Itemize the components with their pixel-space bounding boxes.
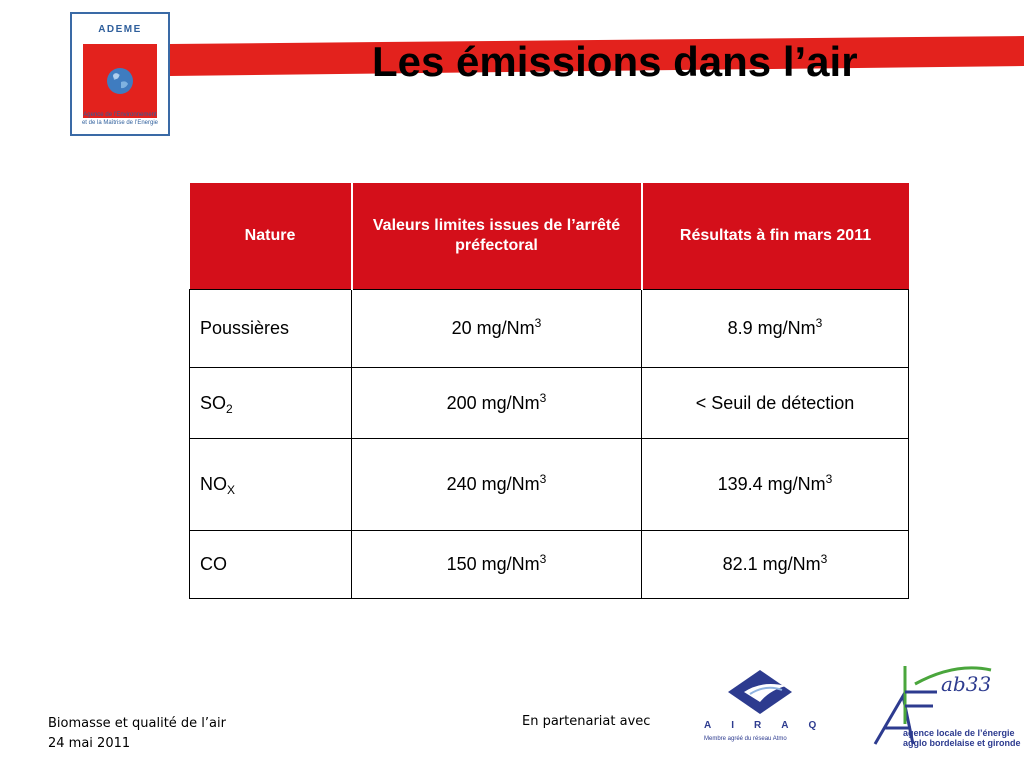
limit-text: 200 mg/Nm xyxy=(446,392,540,413)
result-superscript: 3 xyxy=(815,316,823,330)
footer-line1: Biomasse et qualité de l’air xyxy=(48,716,226,731)
limit-text: 150 mg/Nm xyxy=(446,554,540,574)
limit-superscript: 3 xyxy=(539,472,547,486)
limit-superscript: 3 xyxy=(534,316,542,330)
nature-text: NO xyxy=(200,474,227,494)
ademe-tagline xyxy=(74,111,166,127)
aleab-text xyxy=(903,728,1021,748)
table-row xyxy=(190,439,909,531)
partner-label: En partenariat avec xyxy=(522,714,651,729)
airaq-letters: AIRAQ xyxy=(704,720,837,731)
result-superscript: 3 xyxy=(820,552,828,566)
limit-superscript: 3 xyxy=(539,390,547,405)
nature-text: SO xyxy=(200,392,227,413)
airaq-bird-icon xyxy=(700,662,840,722)
result-text: 82.1 mg/Nm xyxy=(722,554,821,574)
table-row xyxy=(190,290,909,368)
ademe-logo xyxy=(70,12,170,136)
limit-text: 240 mg/Nm xyxy=(446,474,540,494)
aleab-logo xyxy=(855,662,1021,762)
cell-result xyxy=(642,531,909,599)
header-limits: Valeurs limites issues de l’arrêté préfectoral xyxy=(352,183,642,290)
header-results: Résultats à fin mars 2011 xyxy=(642,183,909,290)
ademe-tagline-line1: Agence de l’Environnement xyxy=(83,112,157,118)
header-nature: Nature xyxy=(190,183,352,290)
nature-subscript: 2 xyxy=(226,401,233,416)
footer-date: 24 mai 2011 xyxy=(48,736,131,751)
table-row xyxy=(190,368,909,439)
limit-superscript: 3 xyxy=(539,552,547,566)
limit-text: 20 mg/Nm xyxy=(451,318,535,338)
cell-nature xyxy=(190,290,352,368)
nature-subscript: X xyxy=(227,483,236,497)
result-text: < Seuil de détection xyxy=(695,392,855,413)
result-text: 139.4 mg/Nm xyxy=(717,474,826,494)
table-row xyxy=(190,531,909,599)
cell-nature xyxy=(190,439,352,531)
ademe-tagline-line2: et de la Maîtrise de l’Energie xyxy=(81,120,159,126)
ademe-brand: ADEME xyxy=(98,24,142,35)
cell-limit xyxy=(352,290,642,368)
airaq-logo xyxy=(700,662,840,752)
airaq-subtitle: Membre agréé du réseau Atmo xyxy=(704,736,787,742)
cell-limit xyxy=(352,368,642,439)
table-header-row xyxy=(190,183,909,290)
cell-limit xyxy=(352,531,642,599)
aleab-line1: agence locale de l’énergie xyxy=(903,728,1015,738)
result-text: 8.9 mg/Nm xyxy=(727,318,816,338)
result-superscript: 3 xyxy=(825,472,833,486)
cell-limit xyxy=(352,439,642,531)
cell-nature xyxy=(190,368,352,439)
globe-icon xyxy=(105,66,135,96)
nature-text: CO xyxy=(200,554,227,574)
aleab-line2: agglo bordelaise et gironde xyxy=(903,738,1021,748)
aleab-mark: ab33 xyxy=(941,672,992,696)
slide-title: Les émissions dans l’air xyxy=(372,38,858,85)
emissions-table xyxy=(189,183,909,599)
cell-result xyxy=(642,439,909,531)
cell-nature xyxy=(190,531,352,599)
footer-info xyxy=(48,714,226,754)
nature-text: Poussières xyxy=(200,318,290,338)
cell-result xyxy=(642,290,909,368)
cell-result xyxy=(642,368,909,439)
ademe-red-square xyxy=(83,44,157,118)
